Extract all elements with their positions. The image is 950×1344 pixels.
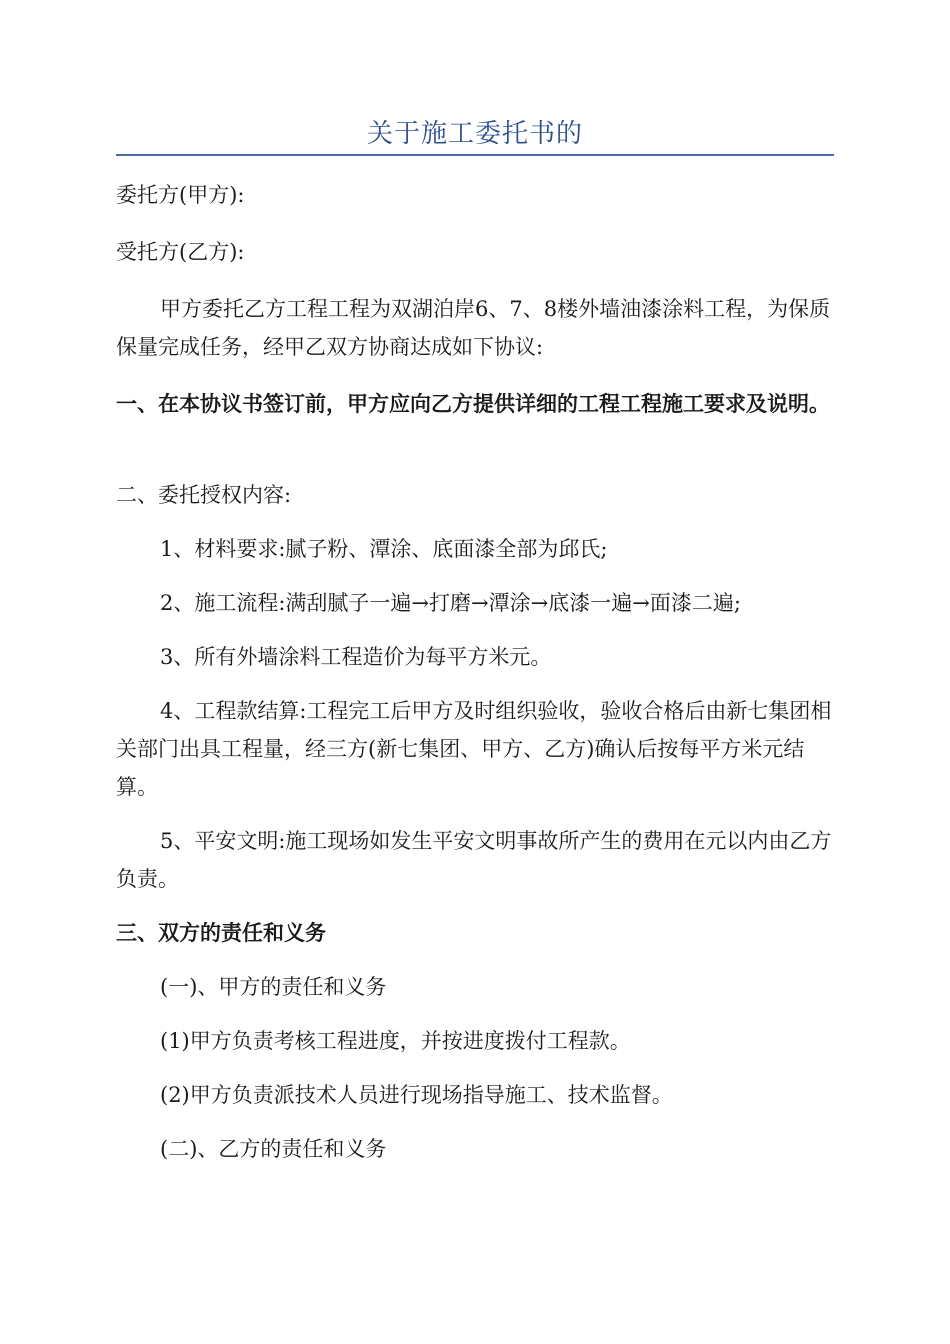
title-underline xyxy=(116,154,834,156)
party-a-duty-2: (2)甲方负责派技术人员进行现场指导施工、技术监督。 xyxy=(160,1083,673,1107)
paragraph-client: 委托方(甲方): xyxy=(116,183,245,207)
paragraph-intro: 甲方委托乙方工程工程为双湖泊岸6、7、8楼外墙油漆涂料工程，为保质保量完成任务，经甲乙双方协商达成如下协议: xyxy=(116,297,831,359)
item-settlement: 4、工程款结算:工程完工后甲方及时组织验收，验收合格后由新七集团相关部门出具工程量，经三方(新七集团、甲方、乙方)确认后按每平方米元结算。 xyxy=(116,699,832,799)
subsection-party-a: (一)、甲方的责任和义务 xyxy=(160,975,387,999)
section-heading-2: 二、委托授权内容: xyxy=(116,483,292,507)
paragraph-contractor: 受托方(乙方): xyxy=(116,240,245,264)
document-title: 关于施工委托书的 xyxy=(366,119,583,149)
section-heading-1: 一、在本协议书签订前，甲方应向乙方提供详细的工程工程施工要求及说明。 xyxy=(116,391,830,416)
item-process: 2、施工流程:满刮腻子一遍→打磨→潭涂→底漆一遍→面漆二遍; xyxy=(160,591,741,615)
subsection-party-b: (二)、乙方的责任和义务 xyxy=(160,1137,387,1161)
section-heading-3: 三、双方的责任和义务 xyxy=(116,920,326,945)
item-safety: 5、平安文明:施工现场如发生平安文明事故所产生的费用在元以内由乙方负责。 xyxy=(116,829,832,891)
document-page xyxy=(116,0,834,1344)
party-a-duty-1: (1)甲方负责考核工程进度，并按进度拨付工程款。 xyxy=(160,1029,631,1053)
item-cost: 3、所有外墙涂料工程造价为每平方米元。 xyxy=(160,645,552,669)
item-materials: 1、材料要求:腻子粉、潭涂、底面漆全部为邱氏; xyxy=(160,537,608,561)
